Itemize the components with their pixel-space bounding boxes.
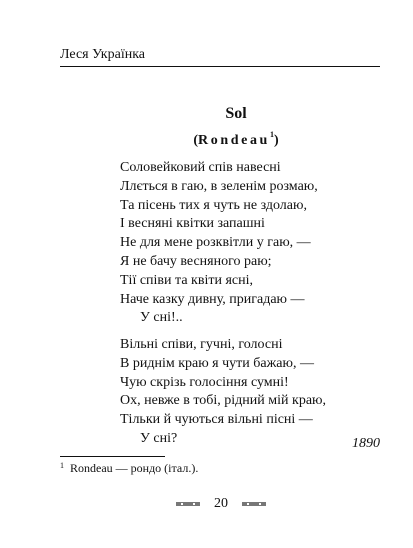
poem-line: Тії співи та квіти ясні, xyxy=(120,272,253,288)
footnote-rule xyxy=(60,456,165,457)
page-number: 20 xyxy=(214,496,228,511)
stanza-2 xyxy=(120,336,326,449)
poem-subtitle xyxy=(0,132,413,150)
header-rule xyxy=(60,66,380,67)
poem-line: Я не бачу весняного раю; xyxy=(120,253,272,269)
poem-line: І весняні квітки запашні xyxy=(120,216,265,232)
poem-line: Соловейковий спів навесні xyxy=(120,160,281,175)
poem-line: Чую скрізь голосіння сумні! xyxy=(120,374,289,390)
poem-line: В риднім краю я чути бажаю, — xyxy=(120,355,314,371)
page-folio xyxy=(176,495,266,513)
poem-line: Тільки й чуються вільні пісні — xyxy=(120,412,313,428)
stanza-1 xyxy=(120,159,318,328)
subtitle-close-paren: ) xyxy=(273,133,279,148)
poem-refrain-line: У сні!.. xyxy=(140,310,183,326)
poem-date: 1890 xyxy=(352,436,380,451)
poem-line: Наче казку дивну, пригадаю — xyxy=(120,291,305,307)
subtitle-word: Rondeau xyxy=(198,133,270,148)
poem-title: Sol xyxy=(225,105,247,122)
footnote-mark: 1 xyxy=(60,461,64,470)
poem-line: Ох, невже в тобі, рідний мій краю, xyxy=(120,393,326,409)
footnote-text: Rondeau — рондо (італ.). xyxy=(70,461,199,475)
running-head: Леся Українка xyxy=(60,47,145,62)
poem-refrain-line: У сні? xyxy=(140,430,178,446)
poem-line: Ллється в гаю, в зеленім розмаю, xyxy=(120,178,318,194)
poem-line: Та пісень тих я чуть не здолаю, xyxy=(120,197,307,213)
poem-line: Вільні співи, гучні, голосні xyxy=(120,337,283,352)
folio-ornament-right-icon xyxy=(242,502,266,506)
footnote-reference: 1 xyxy=(269,130,274,140)
subtitle-open-paren: ( xyxy=(193,133,199,148)
poem-line: Не для мене розквітли у гаю, — xyxy=(120,235,311,251)
footnote xyxy=(60,460,198,478)
